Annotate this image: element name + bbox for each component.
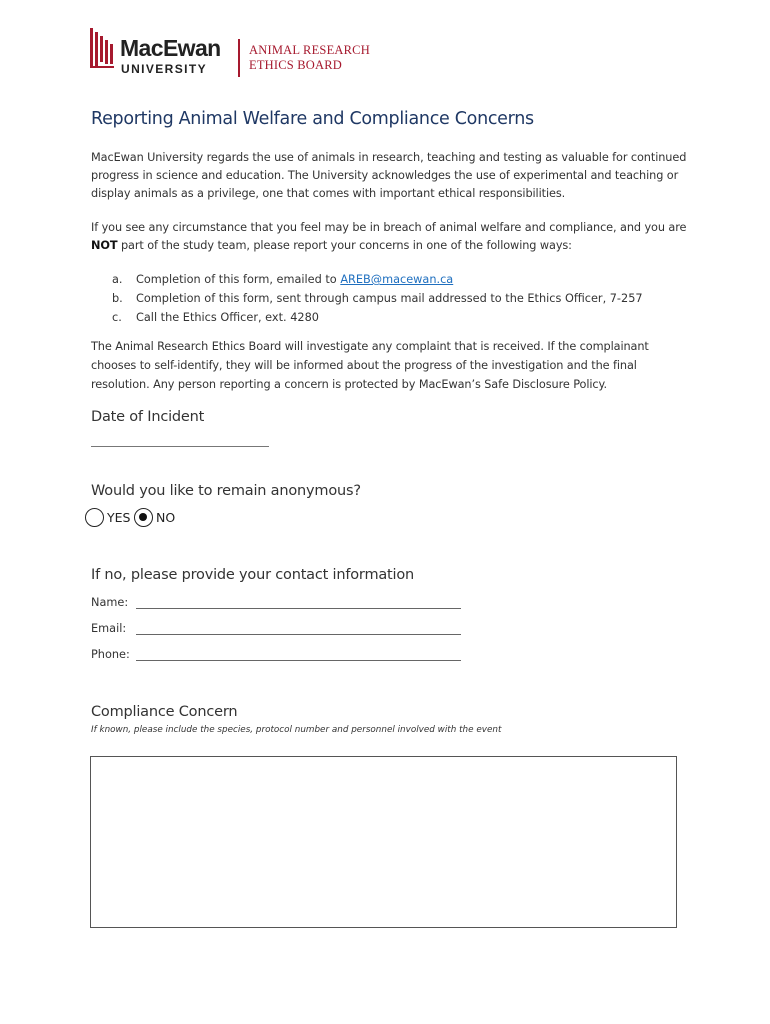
list-item bbox=[112, 270, 643, 289]
no-radio[interactable] bbox=[134, 508, 153, 527]
contact-heading: If no, please provide your contact information bbox=[91, 567, 415, 583]
logo-divider bbox=[238, 39, 240, 77]
macewan-crest-icon bbox=[88, 26, 118, 70]
list-marker: b. bbox=[112, 292, 123, 305]
list-item-text: Call the Ethics Officer, ext. 4280 bbox=[136, 311, 319, 324]
list-item-text: Completion of this form, sent through campus mail addressed to the Ethics Officer, 7-257 bbox=[136, 292, 643, 305]
page-title: Reporting Animal Welfare and Compliance Concerns bbox=[91, 109, 534, 129]
no-radio-label: NO bbox=[156, 510, 176, 525]
instructions-text-after: part of the study team, please report your concerns in one of the following ways: bbox=[117, 239, 572, 252]
name-label: Name: bbox=[91, 596, 129, 609]
concern-textarea[interactable] bbox=[90, 756, 677, 928]
concern-heading: Compliance Concern bbox=[91, 704, 238, 720]
email-label: Email: bbox=[91, 622, 127, 635]
instructions-paragraph bbox=[91, 219, 691, 255]
logo-name: MacEwan bbox=[120, 35, 221, 61]
anonymous-heading: Would you like to remain anonymous? bbox=[91, 483, 361, 499]
macewan-logo bbox=[88, 26, 388, 78]
name-input[interactable] bbox=[136, 608, 461, 609]
list-item bbox=[112, 289, 643, 308]
date-heading: Date of Incident bbox=[91, 409, 205, 425]
list-marker: c. bbox=[112, 311, 122, 324]
yes-radio[interactable] bbox=[85, 508, 104, 527]
board-name-line2: ETHICS BOARD bbox=[249, 58, 343, 72]
email-link[interactable]: AREB@macewan.ca bbox=[340, 273, 454, 286]
instructions-emphasis: NOT bbox=[91, 239, 118, 252]
date-field[interactable] bbox=[91, 446, 269, 447]
logo-subtitle: UNIVERSITY bbox=[121, 62, 208, 76]
intro-paragraph: MacEwan University regards the use of animals in research, teaching and testing as valuable for continued progress in science and education. The University acknowledges the use of experimental and teaching or display animals as a privilege, one that comes with important ethical responsibilities. bbox=[91, 151, 687, 200]
phone-label: Phone: bbox=[91, 648, 130, 661]
investigation-paragraph: The Animal Research Ethics Board will investigate any complaint that is received. If the complainant chooses to self-identify, they will be informed about the progress of the investigation and the final resolution. Any person reporting a concern is protected by MacEwan’s Safe Disclosure Policy. bbox=[91, 340, 649, 391]
board-name-line1: ANIMAL RESEARCH bbox=[249, 43, 370, 57]
list-marker: a. bbox=[112, 273, 123, 286]
reporting-ways-list bbox=[112, 270, 643, 327]
phone-input[interactable] bbox=[136, 660, 461, 661]
list-item-text: Completion of this form, emailed to bbox=[136, 273, 341, 286]
email-input[interactable] bbox=[136, 634, 461, 635]
concern-hint: If known, please include the species, protocol number and personnel involved with the event bbox=[91, 725, 502, 735]
list-item bbox=[112, 308, 643, 327]
yes-radio-label: YES bbox=[107, 510, 131, 525]
instructions-text-before: If you see any circumstance that you feel may be in breach of animal welfare and compliance, and you are bbox=[91, 221, 687, 234]
